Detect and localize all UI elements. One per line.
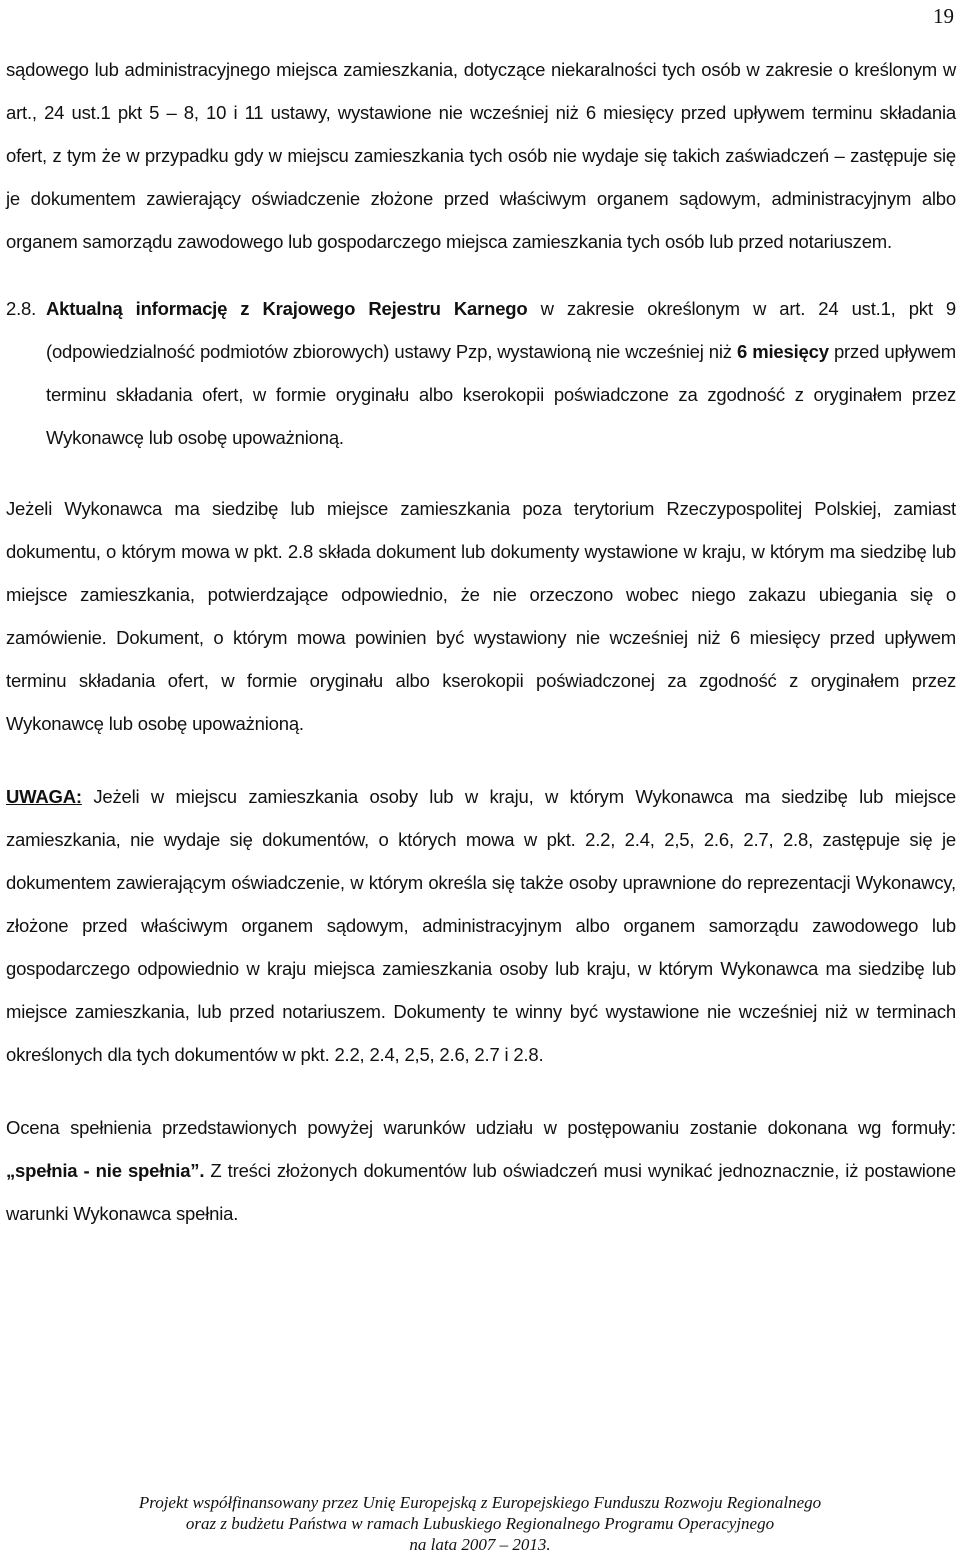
footer-line-3: na lata 2007 – 2013. (409, 1535, 551, 1554)
paragraph-foreign-contractor: Jeżeli Wykonawca ma siedzibę lub miejsce zamieszkania poza terytorium Rzeczypospolitej Polskiej, zamiast dokumentu, o którym mowa w pkt. 2.8 składa dokument lub dokumenty wystawione w kraju, w którym ma siedzibę lub miejsce zamieszkania, potwierdzające odpowiednio, że nie orzeczono wobec niego zakazu ubiegania się o zamówienie. Dokument, o którym mowa powinien być wystawiony nie wcześniej niż 6 miesięcy przed upływem terminu składania ofert, w formie oryginału albo kserokopii poświadczonej za zgodność z oryginałem przez Wykonawcę lub osobę upoważnioną. (6, 498, 956, 734)
paragraph-2-8 (6, 287, 956, 459)
item-text-a: w zakresie określonym w art. 24 ust.1, pkt 9 (odpowiedzialność podmiotów zbiorowych) ustawy Pzp, wystawioną nie wcześniej niż (46, 298, 956, 362)
footer-line-1: Projekt współfinansowany przez Unię Europejską z Europejskiego Funduszu Rozwoju Regionalnego (138, 1493, 822, 1512)
paragraph-criminal-record-persons: sądowego lub administracyjnego miejsca zamieszkania, dotyczące niekaralności tych osób w zakresie o kreślonym w art., 24 ust.1 pkt 5 – 8, 10 i 11 ustawy, wystawione nie wcześniej niż 6 miesięcy przed upływem terminu składania ofert, z tym że w przypadku gdy w miejscu zamieszkania tych osób nie wydaje się takich zaświadczeń – zastępuje się je dokumentem zawierający oświadczenie złożone przed właściwym organem sądowym, administracyjnym albo organem samorządu zawodowego lub gospodarczego miejsca zamieszkania tych osób lub przed notariuszem. (6, 59, 956, 252)
footer-line-2: oraz z budżetu Państwa w ramach Lubuskiego Regionalnego Programu Operacyjnego (185, 1514, 775, 1533)
paragraph-note (6, 775, 956, 1076)
item-text-b: przed upływem terminu składania ofert, w formie oryginału albo kserokopii poświadczone za zgodność z oryginałem przez Wykonawcę lub osobę upoważnioną. (46, 341, 956, 448)
paragraph-evaluation (6, 1106, 956, 1235)
item-number: 2.8. (6, 298, 37, 319)
page-footer (0, 1492, 960, 1555)
item-bold-lead: Aktualną informację z Krajowego Rejestru Karnego (46, 298, 528, 319)
item-bold-months: 6 miesięcy (737, 341, 829, 362)
evaluation-text-a: Ocena spełnienia przedstawionych powyżej warunków udziału w postępowaniu zostanie dokonana wg formuły: (6, 1117, 956, 1138)
note-label: UWAGA: (6, 786, 82, 807)
note-text: Jeżeli w miejscu zamieszkania osoby lub w kraju, w którym Wykonawca ma siedzibę lub miejsce zamieszkania, nie wydaje się dokumentów, o których mowa w pkt. 2.2, 2.4, 2,5, 2.6, 2.7, 2.8, zastępuje się je dokumentem zawierającym oświadczenie, w którym określa się także osoby uprawnione do reprezentacji Wykonawcy, złożone przed właściwym organem sądowym, administracyjnym albo organem samorządu zawodowego lub gospodarczego odpowiednio w kraju miejsca zamieszkania osoby lub kraju, w którym Wykonawca ma siedzibę lub miejsce zamieszkania, lub przed notariuszem. Dokumenty te winny być wystawione nie wcześniej niż w terminach określonych dla tych dokumentów w pkt. 2.2, 2.4, 2,5, 2.6, 2.7 i 2.8. (6, 786, 956, 1065)
evaluation-text-b: Z treści złożonych dokumentów lub oświadczeń musi wynikać jednoznacznie, iż postawione warunki Wykonawca spełnia. (6, 1160, 956, 1224)
page-number: 19 (933, 4, 954, 28)
evaluation-formula: „spełnia - nie spełnia”. (6, 1160, 205, 1181)
item-body (46, 287, 956, 459)
document-body (6, 48, 956, 1235)
